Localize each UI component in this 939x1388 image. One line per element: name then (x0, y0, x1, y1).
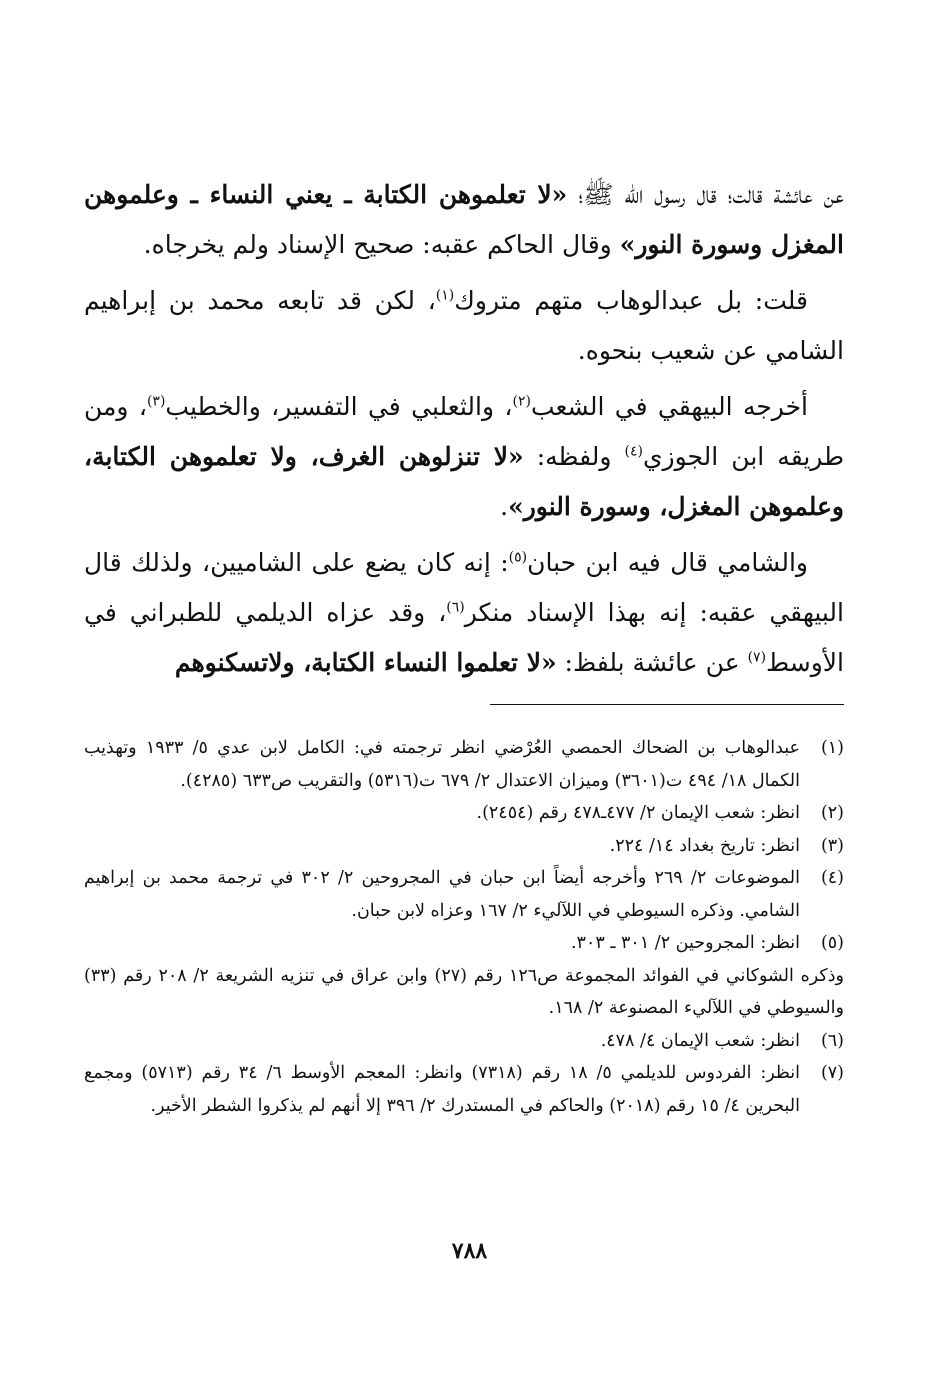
footnote (84, 797, 844, 830)
text-run: وقال الحاكم عقبه: صحيح الإسناد ولم يخرجاه. (143, 230, 620, 259)
text-run: : إنه كان يضع على الشاميين، ولذلك قال البيهقي عقبه: إنه بهذا الإسناد منكر (84, 548, 844, 627)
footnote-number: (٣) (820, 835, 844, 856)
footnote-separator (490, 704, 844, 705)
footnote-text: انظر: شعب الإيمان ٢/ ٤٧٧ـ٤٧٨ رقم (٢٤٥٤). (476, 803, 800, 823)
footnote-number: (٤) (820, 868, 844, 888)
footnote-reference: (٢) (512, 393, 531, 410)
text-run: . (500, 492, 509, 521)
footnote-number: (٢) (820, 803, 844, 823)
footnote (84, 927, 844, 960)
footnote (84, 1057, 844, 1122)
footnote-text: عبدالوهاب بن الضحاك الحمصي العُرْضي انظر ترجمته في: الكامل لابن عدي ٥/ ١٩٣٣ وتهذيب الكمال ١٨/ ٤٩٤ ت(٣٦٠١) وميزان الاعتدال ٢/ ٦٧٩ ت(٥٣١٦) والتقريب ص٦٣٣ (٤٢٨٥). (84, 738, 800, 791)
footnote-reference: (٦) (446, 599, 465, 616)
text-run: ، ومن طريقه ابن الجوزي (84, 392, 844, 471)
hadith-quote: «لا تنزلوهن الغرف، ولا تعلموهن الكتابة، وعلموهن المغزل، وسورة النور» (84, 442, 844, 521)
main-text (84, 170, 844, 688)
footnote (84, 862, 844, 927)
body-paragraph (84, 538, 844, 688)
text-run: قلت: بل عبدالوهاب متهم متروك (454, 286, 808, 315)
footnote-reference: (٤) (624, 443, 643, 460)
text-run: عن عائشة بلفظ: (556, 648, 748, 677)
text-run: والشامي قال فيه ابن حبان (527, 548, 808, 577)
text-run: ولفظه: (523, 442, 625, 471)
footnote-text: انظر: شعب الإيمان ٤/ ٤٧٨. (600, 1030, 800, 1051)
text-run: أخرجه البيهقي في الشعب (530, 392, 809, 421)
hadith-quote: «لا تعلموهن الكتابة ـ يعني النساء ـ وعلموهن المغزل وسورة النور» (84, 180, 844, 259)
footnote-number: (١) (820, 738, 844, 758)
body-paragraph (84, 170, 844, 270)
footnote (84, 830, 844, 863)
footnote-text: الموضوعات ٢/ ٢٦٩ وأخرجه أيضاً ابن حبان في المجروحين ٢/ ٣٠٢ في ترجمة محمد بن إبراهيم الشامي. وذكره السيوطي في اللآليء ٢/ ١٦٧ وعزاه لابن حبان. (84, 868, 800, 921)
text-run: ، وقد عزاه الديلمي للطبراني في الأوسط (84, 598, 844, 677)
hadith-quote: «لا تعلموا النساء الكتابة، ولاتسكنوهم (174, 648, 557, 677)
footnote (84, 1025, 844, 1058)
footnote-text: انظر: المجروحين ٢/ ٣٠١ ـ ٣٠٣. (570, 933, 800, 953)
text-run: ، لكن قد تابعه محمد بن إبراهيم الشامي عن شعيب بنحوه. (84, 286, 844, 365)
footnote-reference: (٣) (146, 393, 166, 410)
footnote-number: (٥) (820, 933, 844, 953)
footnote (84, 732, 844, 797)
footnote (84, 960, 844, 1025)
footnotes (84, 732, 844, 1122)
footnote-reference: (٥) (508, 549, 528, 566)
body-paragraph (84, 276, 844, 376)
body-paragraph (84, 382, 844, 532)
page-number: ٧٨٨ (451, 1238, 488, 1264)
footnote-text: انظر: الفردوس للديلمي ٥/ ١٨ رقم (٧٣١٨) وانظر: المعجم الأوسط ٦/ ٣٤ رقم (٥٧١٣) ومجمع البحرين ٤/ ١٥ رقم (٢٠١٨) والحاكم في المستدرك ٢/ ٣٩٦ إلا أنهم لم يذكروا الشطر الأخير. (84, 1063, 800, 1116)
footnote-reference: (٧) (747, 649, 767, 666)
footnote-reference: (١) (435, 287, 455, 304)
footnote-text: وذكره الشوكاني في الفوائد المجموعة ص١٢٦ رقم (٢٧) وابن عراق في تنزيه الشريعة ٢/ ٢٠٨ رقم (٣٣) والسيوطي في اللآليء المصنوعة ٢/ ١٦٨. (84, 965, 844, 1018)
footnote-text: انظر: تاريخ بغداد ١٤/ ٢٢٤. (609, 835, 800, 856)
page-content (84, 170, 844, 1116)
footnote-number: (٦) (820, 1030, 844, 1051)
text-run: ، والثعلبي في التفسير، والخطيب (165, 392, 513, 421)
text-run: عن عائشة قالت؛ قال رسول الله ﷺ؛ (567, 180, 844, 209)
footnote-number: (٧) (820, 1063, 844, 1083)
